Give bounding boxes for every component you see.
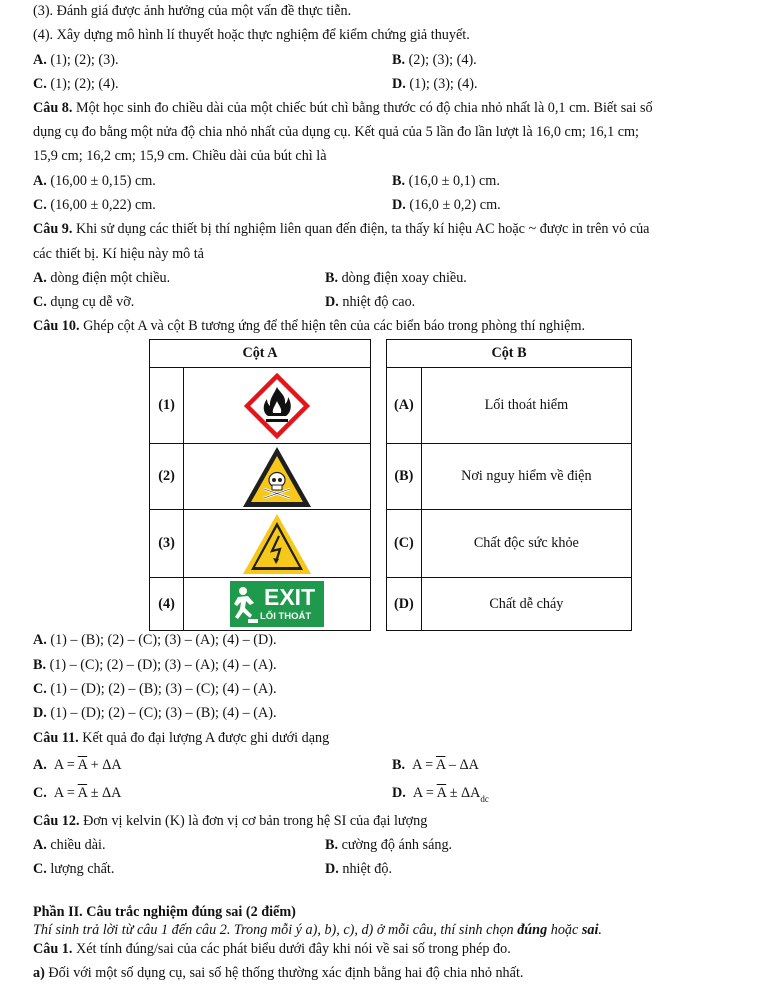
row-text: Chất độc sức khỏe (421, 510, 631, 578)
q7-option-c[interactable] (33, 75, 119, 93)
part2-q1-statement-a[interactable] (33, 964, 523, 982)
row-letter: (C) (387, 510, 422, 578)
q7-option-a[interactable] (33, 51, 119, 69)
q10-stem (33, 317, 585, 335)
formula-delta: ΔA (461, 785, 481, 801)
option-label: C. (33, 681, 47, 697)
formula-lhs: A = (412, 785, 437, 801)
option-text: (1) – (D); (2) – (B); (3) – (C); (4) – (A). (50, 681, 277, 697)
option-label: D. (325, 294, 339, 310)
part2-instruction (33, 921, 602, 939)
option-label: A. (33, 52, 47, 68)
formula-lhs: A = (53, 785, 78, 801)
option-text: cường độ ánh sáng. (341, 837, 453, 853)
statement-text: Đối với một số dụng cụ, sai số hệ thống thường xác định bằng hai độ chia nhỏ nhất. (48, 965, 524, 981)
statement-item-4: (4). Xây dựng mô hình lí thuyết hoặc thực nghiệm để kiểm chứng giả thuyết. (33, 27, 470, 43)
q10-option-c[interactable] (33, 680, 277, 698)
column-b-row (387, 444, 632, 510)
formula-mean: $\overline{A}$ (435, 757, 446, 773)
option-label: C. (33, 197, 47, 213)
option-text: (1); (3); (4). (409, 76, 478, 92)
option-label: C. (33, 785, 47, 801)
instruction-true-word: đúng (517, 922, 548, 938)
question-text: Đơn vị kelvin (K) là đơn vị cơ bản trong hệ SI của đại lượng (83, 813, 428, 829)
option-label: D. (325, 861, 339, 877)
q7-option-d[interactable] (392, 75, 478, 93)
q10-option-a[interactable] (33, 631, 277, 649)
formula-subscript: dc (480, 794, 489, 804)
q8-option-a[interactable] (33, 172, 156, 190)
option-text: dụng cụ dễ vỡ. (50, 294, 135, 310)
option-label: B. (392, 173, 406, 189)
q12-option-c[interactable] (33, 860, 114, 878)
row-letter: (D) (387, 578, 422, 631)
formula-mean: $\overline{A}$ (77, 757, 88, 773)
option-label: A. (33, 270, 47, 286)
q10-option-b[interactable] (33, 656, 277, 674)
q12-option-b[interactable] (325, 836, 452, 854)
formula-lhs: A = (412, 757, 436, 773)
q12-option-a[interactable] (33, 836, 106, 854)
question-number: Câu 10. (33, 318, 80, 334)
q12-stem (33, 812, 427, 830)
option-label: B. (33, 657, 47, 673)
flammable-sign-icon (244, 373, 310, 439)
q9-option-c[interactable] (33, 293, 134, 311)
option-text: (16,0 ± 0,2) cm. (409, 197, 501, 213)
row-letter: (B) (387, 444, 422, 510)
formula-operator: – (445, 757, 460, 773)
option-label: B. (392, 52, 406, 68)
option-label: C. (33, 861, 47, 877)
option-text: lượng chất. (50, 861, 115, 877)
instruction-text: Thí sinh trả lời từ câu 1 đến câu 2. Trong mỗi ý a), b), c), d) ở mỗi câu, thí sinh chọn (33, 922, 518, 938)
instruction-false-word: sai (581, 922, 599, 938)
q11-stem (33, 729, 329, 747)
high-voltage-sign-icon (241, 512, 313, 576)
instruction-text: . (598, 922, 602, 938)
option-text: dòng điện xoay chiều. (341, 270, 467, 286)
part2-q1-stem (33, 940, 511, 958)
q11-option-a[interactable] (33, 756, 122, 774)
question-number: Câu 9. (33, 221, 73, 237)
formula-operator: + (87, 757, 103, 773)
question-number: Câu 1. (33, 941, 73, 957)
exit-sign-subtext: LỐI THOÁT (260, 611, 312, 622)
q10-option-d[interactable] (33, 704, 277, 722)
formula-lhs: A = (53, 757, 78, 773)
exit-sign-icon (230, 581, 324, 627)
question-text: Một học sinh đo chiều dài của một chiếc bút chì bằng thước có độ chia nhỏ nhất là 0,1 cm. Biết sai số (75, 100, 653, 116)
option-text: nhiệt độ cao. (342, 294, 416, 310)
q11-option-d[interactable] (392, 784, 489, 808)
option-text: (1); (2); (4). (50, 76, 119, 92)
option-label: A. (33, 173, 47, 189)
row-number: (2) (150, 444, 184, 510)
column-b-row (387, 578, 632, 631)
column-a-table (149, 339, 371, 631)
q11-option-b[interactable] (392, 756, 479, 774)
option-text: (16,0 ± 0,1) cm. (408, 173, 500, 189)
option-label: D. (392, 785, 406, 801)
column-a-row (150, 444, 371, 510)
toxic-skull-sign-icon (241, 445, 313, 509)
q11-option-c[interactable] (33, 784, 121, 802)
formula-delta: ΔA (102, 785, 122, 801)
part2-title: Phần II. Câu trắc nghiệm đúng sai (2 điểm) (33, 904, 296, 920)
q9-option-d[interactable] (325, 293, 415, 311)
option-label: C. (33, 76, 47, 92)
option-label: C. (33, 294, 47, 310)
question-text: Khi sử dụng các thiết bị thí nghiệm liên quan đến điện, ta thấy kí hiệu AC hoặc ~ được in trên vỏ của (75, 221, 650, 237)
q7-option-b[interactable] (392, 51, 477, 69)
formula-delta: ΔA (102, 757, 122, 773)
formula-delta: ΔA (459, 757, 479, 773)
formula (412, 757, 479, 773)
formula-operator: ± (446, 785, 462, 801)
q9-stem-line-2: các thiết bị. Kí hiệu này mô tả (33, 246, 204, 262)
exit-sign-text: EXIT (264, 584, 316, 610)
formula (412, 785, 489, 804)
q8-stem-line-3: 15,9 cm; 16,2 cm; 15,9 cm. Chiều dài của bút chì là (33, 148, 327, 164)
column-a-row (150, 368, 371, 444)
formula-mean: $\overline{A}$ (77, 785, 88, 801)
option-label: A. (33, 837, 47, 853)
question-text: Kết quả đo đại lượng A được ghi dưới dạng (82, 730, 330, 746)
option-text: nhiệt độ. (342, 861, 392, 877)
statement-item-3: (3). Đánh giá được ảnh hưởng của một vấn đề thực tiễn. (33, 3, 352, 19)
question-text: Ghép cột A và cột B tương ứng để thể hiện tên của các biển báo trong phòng thí nghiệm. (83, 318, 586, 334)
formula-operator: ± (87, 785, 103, 801)
option-label: B. (325, 270, 339, 286)
instruction-text: hoặc (547, 922, 582, 938)
question-number: Câu 11. (33, 730, 79, 746)
option-label: B. (325, 837, 339, 853)
column-a-row (150, 510, 371, 578)
question-text: Xét tính đúng/sai của các phát biểu dưới đây khi nói về sai số trong phép đo. (75, 941, 511, 957)
row-text: Chất dễ cháy (421, 578, 631, 631)
row-number: (3) (150, 510, 184, 578)
q8-stem-line-1 (33, 99, 653, 117)
option-text: chiều dài. (50, 837, 106, 853)
option-text: (1) – (C); (2) – (D); (3) – (A); (4) – (A). (49, 657, 277, 673)
q8-option-d[interactable] (392, 196, 501, 214)
option-text: (16,00 ± 0,22) cm. (50, 197, 156, 213)
column-b-table (386, 339, 632, 631)
row-letter: (A) (387, 368, 422, 444)
option-label: D. (392, 197, 406, 213)
q9-option-b[interactable] (325, 269, 467, 287)
statement-label: a) (33, 965, 45, 981)
q8-option-b[interactable] (392, 172, 500, 190)
q9-option-a[interactable] (33, 269, 170, 287)
q8-stem-line-2: dụng cụ đo bằng một nửa độ chia nhỏ nhất của dụng cụ. Kết quả của 5 lần đo lần lượt là 16,0 cm; 16,1 cm; (33, 124, 640, 140)
row-text: Nơi nguy hiểm về điện (421, 444, 631, 510)
option-label: B. (392, 757, 406, 773)
option-text: dòng điện một chiều. (50, 270, 171, 286)
q12-option-d[interactable] (325, 860, 392, 878)
option-label: D. (33, 705, 47, 721)
column-a-header: Cột A (150, 340, 371, 368)
column-a-row (150, 578, 371, 631)
column-b-header: Cột B (387, 340, 632, 368)
option-label: A. (33, 757, 47, 773)
formula-mean: $\overline{A}$ (436, 785, 447, 801)
option-text: (1); (2); (3). (50, 52, 119, 68)
column-b-row (387, 368, 632, 444)
formula (54, 785, 122, 801)
option-label: A. (33, 632, 47, 648)
option-text: (1) – (B); (2) – (C); (3) – (A); (4) – (D). (50, 632, 277, 648)
row-number: (4) (150, 578, 184, 631)
column-b-row (387, 510, 632, 578)
q8-option-c[interactable] (33, 196, 156, 214)
option-label: D. (392, 76, 406, 92)
row-text: Lối thoát hiểm (421, 368, 631, 444)
option-text: (16,00 ± 0,15) cm. (50, 173, 156, 189)
question-number: Câu 12. (33, 813, 80, 829)
row-number: (1) (150, 368, 184, 444)
question-number: Câu 8. (33, 100, 73, 116)
option-text: (1) – (D); (2) – (C); (3) – (B); (4) – (A). (50, 705, 277, 721)
formula (54, 757, 122, 773)
option-text: (2); (3); (4). (408, 52, 477, 68)
q9-stem-line-1 (33, 220, 649, 238)
